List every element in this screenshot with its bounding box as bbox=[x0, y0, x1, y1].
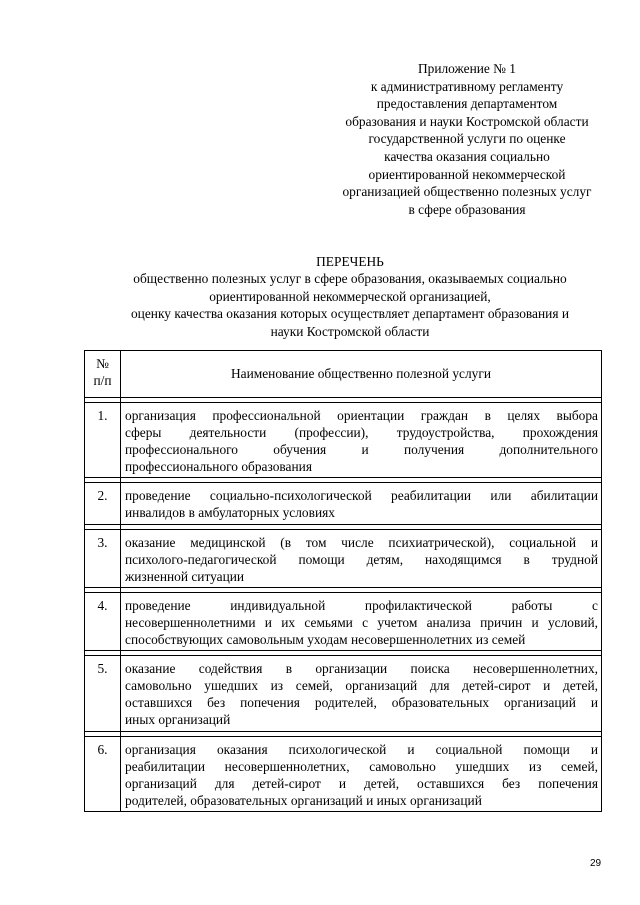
row-description bbox=[121, 483, 602, 524]
row-number: 3. bbox=[85, 529, 121, 587]
row-line: оставшихся без попечения родителей, образовательных организаций и bbox=[125, 695, 598, 711]
row-line: жизненной ситуации bbox=[125, 568, 245, 584]
title-line: общественно полезных услуг в сфере образования, оказываемых социально bbox=[133, 271, 567, 287]
row-line: иных организаций bbox=[125, 712, 231, 728]
appendix-line: предоставления департаментом bbox=[376, 96, 558, 112]
row-line: самовольно ушедших из семей, организаций для детей-сирот и детей, bbox=[125, 678, 598, 694]
title-line: оценку качества оказания которых осуществляет департамент образования и bbox=[130, 306, 570, 322]
table-row bbox=[85, 656, 602, 731]
row-line: организация профессиональной ориентации граждан в целях выбора bbox=[125, 408, 598, 423]
header-name-cell: Наименование общественно полезной услуги bbox=[121, 351, 602, 398]
row-line: сферы деятельности (профессии), трудоустройства, прохождения bbox=[125, 425, 598, 441]
row-line: родителей, образовательных организаций и иных организаций bbox=[125, 792, 482, 808]
row-line: реабилитации несовершеннолетних, самовольно ушедших из семей, bbox=[125, 758, 598, 774]
row-line: несовершеннолетними и их семьями с учетом анализа причин и условий, bbox=[125, 614, 598, 630]
row-line: проведение социально-психологической реабилитации или абилитации bbox=[125, 488, 598, 504]
appendix-line: государственной услуги по оценке bbox=[368, 131, 566, 147]
row-description bbox=[121, 736, 602, 811]
row-line: организация оказания психологической и социальной помощи и bbox=[125, 741, 598, 757]
appendix-line: образования и науки Костромской области bbox=[345, 113, 589, 129]
row-line: профессионального образования bbox=[125, 459, 312, 475]
row-line: оказание содействия в организации поиска несовершеннолетних, bbox=[125, 661, 598, 677]
row-number: 6. bbox=[85, 736, 121, 811]
appendix-line: в сфере образования bbox=[408, 201, 526, 217]
row-description bbox=[121, 403, 602, 478]
row-number: 5. bbox=[85, 656, 121, 731]
row-line: профессионального обучения и получения дополнительного bbox=[125, 442, 598, 458]
header-number-line1: № bbox=[96, 356, 109, 371]
document-title bbox=[60, 253, 640, 340]
row-line: проведение индивидуальной профилактической работы с bbox=[125, 597, 598, 613]
row-line: психолого-педагогической помощи детям, находящимся в трудной bbox=[125, 551, 598, 567]
row-line: оказание медицинской (в том числе психиатрической), социальной и bbox=[125, 534, 598, 550]
table-row bbox=[85, 483, 602, 524]
row-line: организаций для детей-сирот и детей, оставшихся без попечения bbox=[125, 775, 598, 791]
appendix-block bbox=[318, 60, 616, 218]
row-description bbox=[121, 529, 602, 587]
title-line: науки Костромской области bbox=[270, 323, 430, 339]
row-line: инвалидов в амбулаторных условиях bbox=[125, 505, 335, 521]
header-number-line2: п/п bbox=[93, 373, 112, 388]
table-row bbox=[85, 403, 602, 478]
appendix-line: качества оказания социально bbox=[384, 148, 550, 164]
row-description bbox=[121, 592, 602, 650]
table-header-row bbox=[85, 351, 602, 398]
row-line: способствующих самовольным уходам несовершеннолетних из семей bbox=[125, 632, 526, 648]
row-description bbox=[121, 656, 602, 731]
table-row bbox=[85, 592, 602, 650]
title-line: ориентированной некоммерческой организацией, bbox=[209, 288, 491, 304]
page-number: 29 bbox=[590, 858, 602, 869]
title-heading: ПЕРЕЧЕНЬ bbox=[316, 254, 384, 269]
row-number: 1. bbox=[85, 403, 121, 478]
table-row bbox=[85, 529, 602, 587]
row-number: 4. bbox=[85, 592, 121, 650]
table-row bbox=[85, 736, 602, 811]
appendix-line: организацией общественно полезных услуг bbox=[342, 184, 592, 200]
services-table bbox=[84, 350, 602, 812]
row-number: 2. bbox=[85, 483, 121, 524]
appendix-line: к административному регламенту bbox=[370, 78, 564, 94]
appendix-line: Приложение № 1 bbox=[417, 61, 517, 76]
appendix-line: ориентированной некоммерческой bbox=[368, 166, 566, 182]
header-number-cell bbox=[85, 351, 121, 398]
